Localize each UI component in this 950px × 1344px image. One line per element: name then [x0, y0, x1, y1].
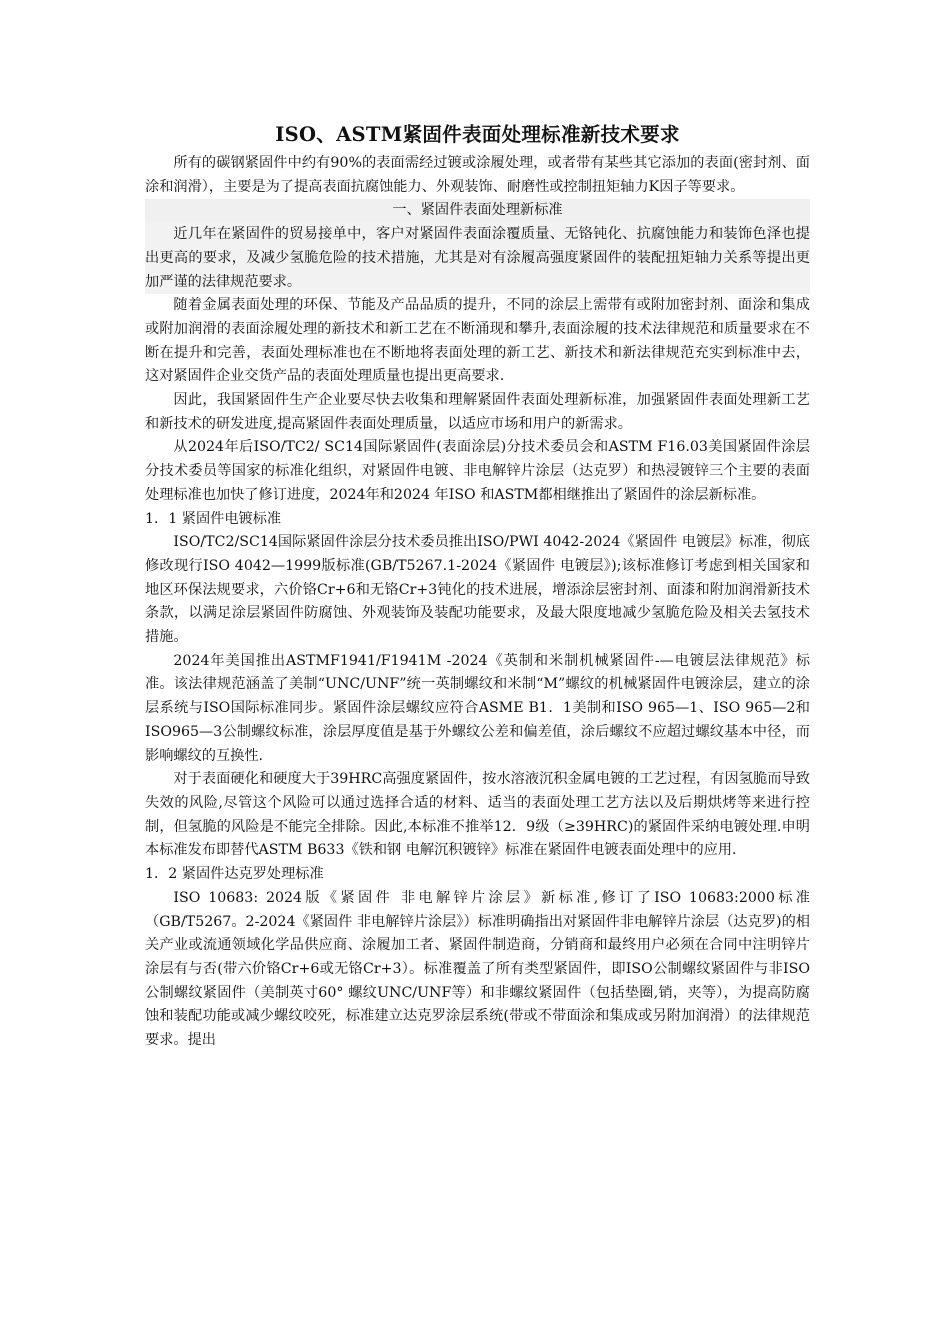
paragraph: ISO 10683: 2024版《紧固件 非电解锌片涂层》新标准,修订了ISO 10683:2000标准（GB/T5267。2-2024《紧固件 非电解锌片涂层》）标准明确指出对紧固件非电解锌片涂层（达克罗)的相关产业或流通领域化学品供应商、涂履加工者、紧固件制造商，分销商和最终用户必须在合同中注明锌片涂层有与否(带六价铬Cr+6或无铬Cr+3）。标准覆盖了所有类型紧固件，即ISO公制螺纹紧固件与非ISO公制螺纹紧固件（美制英寸60° 螺纹UNC/UNF等）和非螺纹紧固件（包括垫圈,销，夹等），为提高防腐蚀和装配功能或减少螺纹咬死，标准建立达克罗涂层系统(带或不带面涂和集成或另附加润滑）的法律规范要求。提出 — [145, 889, 810, 1049]
paragraph: 从2024年后ISO/TC2/ SC14国际紧固件(表面涂层)分技术委员会和ASTM F16.03美国紧固件涂层分技术委员等国家的标准化组织，对紧固件电镀、非电解锌片涂层（达克罗）和热浸镀锌三个主要的表面处理标准也加快了修订进度，2024年和2024 年ISO 和ASTM都相继推出了紧固件的涂层新标准。 — [145, 439, 810, 503]
paragraph: 2024年美国推出ASTMF1941/F1941M -2024《英制和米制机械紧固件-—电镀层法律规范》标准。该法律规范涵盖了美制“UNC/UNF”统一英制螺纹和米制“M”螺纹的机械紧固件电镀涂层，建立的涂层系统与ISO国际标准同步。紧固件涂层螺纹应符合ASME B1．1美制和ISO 965—1、ISO 965—2和ISO965—3公制螺纹标准，涂层厚度值是基于外螺纹公差和偏差值，涂后螺纹不应超过螺纹基本中径，而影响螺纹的互换性. — [145, 652, 810, 764]
paragraph: 随着金属表面处理的环保、节能及产品品质的提升，不同的涂层上需带有或附加密封剂、面涂和集成或附加润滑的表面涂履处理的新技术和新工艺在不断涌现和攀升,表面涂履的技术法律规范和质量要求在不断在提升和完善，表面处理标准也在不断地将表面处理的新工艺、新技术和新法律规范充实到标准中去，这对紧固件企业交货产品的表面处理质量也提出更高要求. — [145, 297, 810, 385]
section-heading: 一、紧固件表面处理新标准 — [145, 199, 810, 223]
paragraph: ISO/TC2/SC14国际紧固件涂层分技术委员推出ISO/PWI 4042-2024《紧固件 电镀层》标准，彻底修改现行ISO 4042—1999版标准(GB/T5267.1-2024《紧固件 电镀层》);该标准修订考虑到相关国家和地区环保法规要求，六价铬Cr+6和无铬Cr+3钝化的技术进展，增添涂层密封剂、面漆和附加润滑新技术条款，以满足涂层紧固件防腐蚀、外观装饰及装配功能要求，及最大限度地减少氢脆危险及相关去氢技术措施。 — [145, 534, 810, 646]
subsection-heading: 1．2 紧固件达克罗处理标准 — [145, 866, 324, 883]
paragraph: 因此，我国紧固件生产企业要尽快去收集和理解紧固件表面处理新标准，加强紧固件表面处理新工艺和新技术的研发进度,提高紧固件表面处理质量，以适应市场和用户的新需求。 — [145, 392, 810, 432]
document-page — [145, 120, 810, 1053]
document-title: ISO、ASTM紧固件表面处理标准新技术要求 — [275, 123, 680, 146]
paragraph: 对于表面硬化和硬度大于39HRC高强度紧固件，按水溶液沉积金属电镀的工艺过程，有因氢脆而导致失效的风险,尽管这个风险可以通过选择合适的材料、适当的表面处理工艺方法以及后期烘烤等来进行控制，但氢脆的风险是不能完全排除。因此,本标准不推举12．9级（≥39HRC)的紧固件采纳电镀处理.申明本标准发布即替代ASTM B633《铁和钢 电解沉积镀锌》标准在紧固件电镀表面处理中的应用. — [145, 771, 810, 859]
intro-paragraph: 所有的碳钢紧固件中约有90%的表面需经过镀或涂履处理，或者带有某些其它添加的表面(密封剂、面涂和润滑），主要是为了提高表面抗腐蚀能力、外观装饰、耐磨性或控制扭矩轴力K因子等要求。 — [145, 155, 810, 195]
paragraph: 近几年在紧固件的贸易接单中，客户对紧固件表面涂覆质量、无铬钝化、抗腐蚀能力和装饰色泽也提出更高的要求，及减少氢脆危险的技术措施，尤其是对有涂履高强度紧固件的装配扭矩轴力关系等提出更加严谨的法律规范要求。 — [145, 223, 810, 294]
subsection-heading: 1．1 紧固件电镀标准 — [145, 510, 282, 527]
